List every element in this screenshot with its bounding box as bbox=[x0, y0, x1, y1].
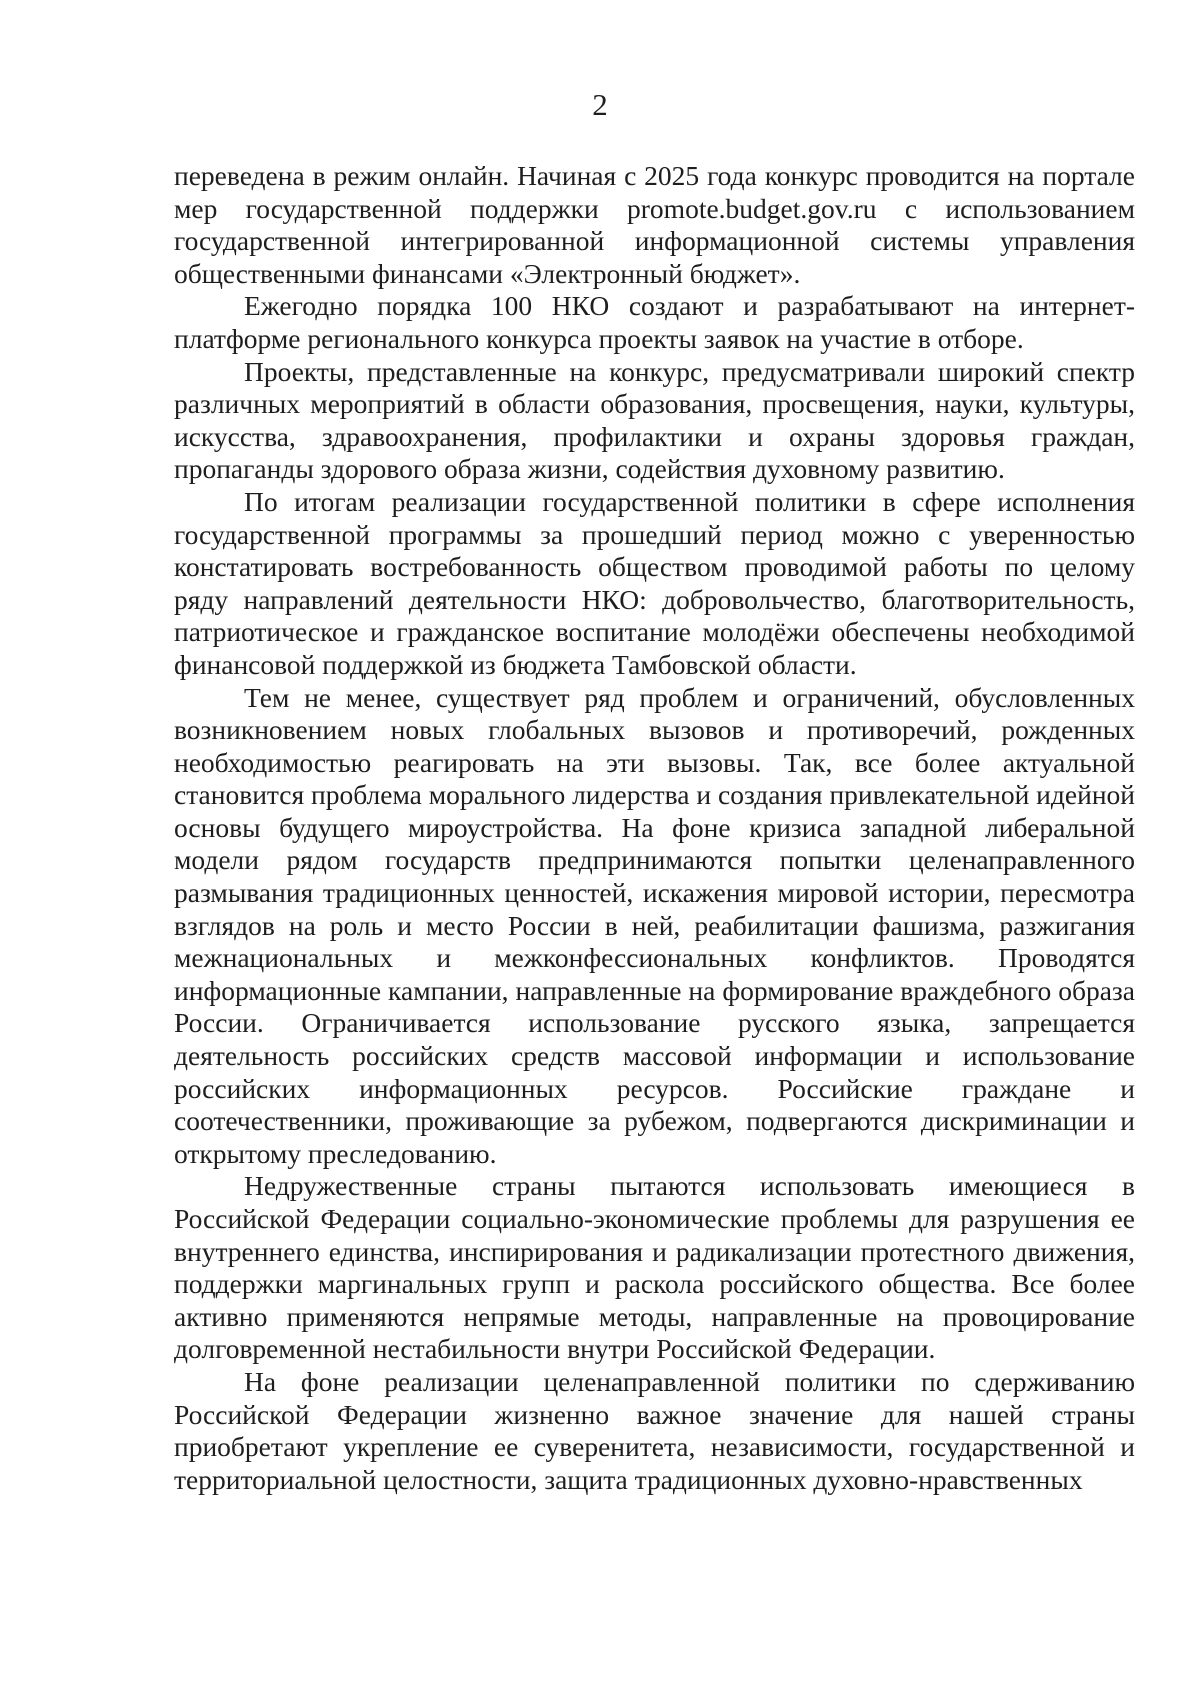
paragraph: переведена в режим онлайн. Начиная с 2025 года конкурс проводится на портале мер государственной поддержки promote.budget.gov.ru с использованием государственной интегрированной информационной системы управления общественными финансами «Электронный бюджет». bbox=[174, 160, 1135, 289]
paragraph: На фоне реализации целенаправленной политики по сдерживанию Российской Федерации жизненно важное значение для нашей страны приобретают укрепление ее суверенитета, независимости, государственной и территориальной целостности, защита традиционных духовно-нравственных bbox=[174, 1365, 1135, 1495]
paragraph: Тем не менее, существует ряд проблем и ограничений, обусловленных возникновением новых глобальных вызовов и противоречий, рожденных необходимостью реагировать на эти вызовы. Так, все более актуальной становится проблема морального лидерства и создания привлекательной идейной основы будущего мироустройства. На фоне кризиса западной либеральной модели рядом государств предпринимаются попытки целенаправленного размывания традиционных ценностей, искажения мировой истории, пересмотра взглядов на роль и место России в ней, реабилитации фашизма, разжигания межнациональных и межконфессиональных конфликтов. Проводятся информационные кампании, направленные на формирование враждебного образа России. Ограничивается использование русского языка, запрещается деятельность российских средств массовой информации и использование российских информационных ресурсов. Российские граждане и соотечественники, проживающие за рубежом, подвергаются дискриминации и открытому преследованию. bbox=[174, 681, 1135, 1169]
page-number: 2 bbox=[592, 87, 608, 122]
paragraph: По итогам реализации государственной политики в сфере исполнения государственной программы за прошедший период можно с уверенностью констатировать востребованность обществом проводимой работы по целому ряду направлений деятельности НКО: добровольчество, благотворительность, патриотическое и гражданское воспитание молодёжи обеспечены необходимой финансовой поддержкой из бюджета Тамбовской области. bbox=[174, 485, 1135, 680]
paragraph: Проекты, представленные на конкурс, предусматривали широкий спектр различных мероприятий в области образования, просвещения, науки, культуры, искусства, здравоохранения, профилактики и охраны здоровья граждан, пропаганды здорового образа жизни, содействия духовному развитию. bbox=[174, 355, 1135, 485]
paragraph: Недружественные страны пытаются использовать имеющиеся в Российской Федерации социально-экономические проблемы для разрушения ее внутреннего единства, инспирирования и радикализации протестного движения, поддержки маргинальных групп и раскола российского общества. Все более активно применяются непрямые методы, направленные на провоцирование долговременной нестабильности внутри Российской Федерации. bbox=[174, 1170, 1135, 1365]
paragraph: Ежегодно порядка 100 НКО создают и разрабатывают на интернет-платформе регионального конкурса проекты заявок на участие в отборе. bbox=[174, 290, 1135, 354]
body-text bbox=[174, 160, 1135, 1496]
